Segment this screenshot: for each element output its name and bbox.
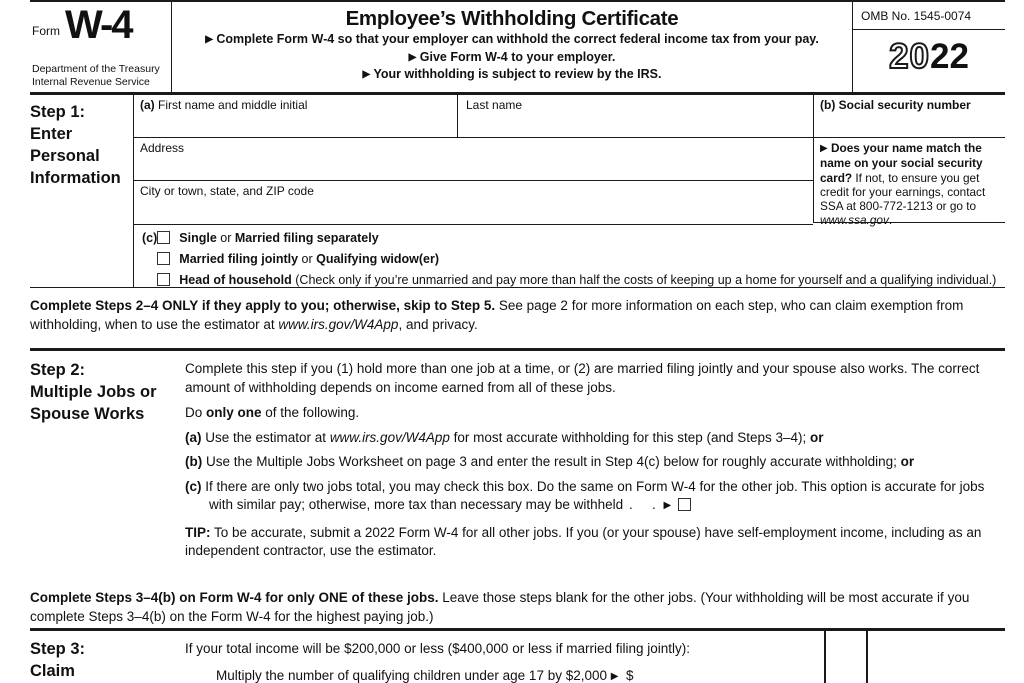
step2-label xyxy=(30,351,185,583)
married-jointly-checkbox[interactable] xyxy=(157,252,170,265)
form-year xyxy=(853,39,1005,75)
step2-paragraph-1: Complete this step if you (1) hold more than one job at a time, or (2) are married filing jointly and your spouse also works. The correct amount of withholding depends on income earned from all of these jobs. xyxy=(185,361,980,395)
option-mid: or xyxy=(298,252,317,266)
item-b-marker: (b) xyxy=(185,454,203,469)
field-a-marker: (a) xyxy=(140,98,155,112)
agency-line-1: Department of the Treasury xyxy=(32,63,160,75)
single-checkbox[interactable] xyxy=(157,231,170,244)
form-content xyxy=(30,0,1005,683)
form-header xyxy=(30,0,1005,95)
w4app-link[interactable]: www.irs.gov/W4App xyxy=(278,316,399,332)
tip-bold: TIP: xyxy=(185,524,211,540)
item-a-post: for most accurate withholding for this step (and Steps 3–4); xyxy=(449,429,811,445)
first-name-field[interactable] xyxy=(134,95,458,137)
step2-item-c xyxy=(185,478,1005,516)
item-c-text: If there are only two jobs total, you may check this box. Do the same on Form W-4 for the other job. This option is accurate for jobs with similar pay; otherwise, more tax than necessary may be withheld xyxy=(201,478,985,512)
step2-name: Multiple Jobs or Spouse Works xyxy=(30,383,157,423)
notice2-rest: Leave those steps blank for the other jobs. (Your withholding will be most accurate if you complete Steps 3–4(b) on the Form W-4 for the highest paying job.) xyxy=(30,590,970,624)
step2-title: Step 2: xyxy=(30,361,86,379)
notice2-bold: Complete Steps 3–4(b) on Form W-4 for only ONE of these jobs. xyxy=(30,590,439,605)
option-bold-1: Single xyxy=(179,231,217,245)
option-bold-1: Married filing jointly xyxy=(179,252,299,266)
form-number: W-4 xyxy=(65,3,132,47)
step1-title: Step 1: xyxy=(30,103,86,121)
ssn-note-bold: Does your name match the name on your social security card? xyxy=(820,141,983,185)
ssn-note-end: . xyxy=(888,213,893,228)
last-name-field[interactable] xyxy=(458,95,813,137)
step3-amount-box-divider xyxy=(866,631,868,683)
step2-content xyxy=(185,351,1005,583)
step3-line-number-box-divider xyxy=(824,631,826,683)
item-a-or: or xyxy=(810,429,824,445)
item-a-pre: Use the estimator at xyxy=(201,429,330,445)
city-state-zip-field[interactable] xyxy=(134,181,813,225)
address-label: Address xyxy=(140,141,185,155)
dot-leaders: . . xyxy=(623,497,664,512)
ssn-field[interactable] xyxy=(813,95,1005,138)
form-id-block xyxy=(30,2,172,92)
item-b-or: or xyxy=(900,454,915,469)
step2-tip xyxy=(185,524,1005,561)
step3-name: Claim xyxy=(30,662,75,680)
agency-block xyxy=(32,63,167,90)
arrow-right-icon: ▶ xyxy=(408,51,417,63)
form-instruction-3 xyxy=(172,66,852,84)
field-c-marker: (c) xyxy=(142,231,158,245)
option-bold-2: Qualifying widow(er) xyxy=(316,252,440,266)
option-rest: (Check only if you’re unmarried and pay more than half the costs of keeping up a home for yourself and a qualifying individual.) xyxy=(291,273,997,287)
step2-paragraph-2 xyxy=(185,404,1005,423)
item-a-marker: (a) xyxy=(185,429,202,445)
form-number-line xyxy=(32,3,167,47)
two-jobs-checkbox[interactable] xyxy=(678,498,691,511)
step3-content xyxy=(185,631,1005,683)
step3-line2-text: Multiply the number of qualifying children under age 17 by $2,000 xyxy=(216,668,607,683)
w4app-link[interactable]: www.irs.gov/W4App xyxy=(329,429,450,445)
ssa-link[interactable]: www.ssa.gov xyxy=(820,213,889,228)
dollar-sign: $ xyxy=(625,668,634,683)
year-outline-digits: 20 xyxy=(889,37,930,76)
option-mid: or xyxy=(216,231,235,245)
p2-bold: only one xyxy=(206,405,262,420)
form-word-label: Form xyxy=(32,24,60,38)
option-bold-2: Married filing separately xyxy=(234,231,379,245)
notice1-rest1: See page 2 for more information on each step, who can claim exemption from withholding, when to use the estimator at xyxy=(30,298,964,332)
arrow-right-icon: ▶ xyxy=(820,143,828,154)
form-title: Employee’s Withholding Certificate xyxy=(345,7,679,30)
steps-3-4b-notice xyxy=(30,583,1005,631)
instruction-1-text: Complete Form W-4 so that your employer can withhold the correct federal income tax from your pay. xyxy=(216,32,819,46)
item-c-marker: (c) xyxy=(185,478,202,494)
ssn-note xyxy=(813,138,1005,228)
first-name-label: First name and middle initial xyxy=(158,98,308,112)
tip-rest: To be accurate, submit a 2022 Form W-4 for all other jobs. If you (or your spouse) have self-employment income, including as an independent contractor, use the estimator. xyxy=(185,524,982,558)
city-label: City or town, state, and ZIP code xyxy=(140,184,314,198)
notice1-rest2: , and privacy. xyxy=(398,316,478,332)
step3-line-1: If your total income will be $200,000 or less ($400,000 or less if married filing jointly): xyxy=(185,641,690,656)
name-fields-row xyxy=(134,95,813,138)
step2-section xyxy=(30,351,1005,583)
form-title-block xyxy=(172,2,853,92)
p2-pre: Do xyxy=(185,405,207,420)
form-instruction-1 xyxy=(172,31,852,49)
step3-line-2 xyxy=(216,667,1005,683)
instruction-2-text: Give Form W-4 to your employer. xyxy=(419,49,616,64)
step3-title: Step 3: xyxy=(30,640,86,658)
option-bold-1: Head of household xyxy=(179,273,292,287)
steps-2-4-notice xyxy=(30,288,1005,351)
ssn-label: Social security number xyxy=(838,98,971,112)
head-of-household-checkbox[interactable] xyxy=(157,273,170,286)
form-instruction-2 xyxy=(172,49,852,67)
step3-section xyxy=(30,631,1005,683)
step3-label xyxy=(30,631,185,683)
instruction-3-text: Your withholding is subject to review by the IRS. xyxy=(373,67,662,81)
ssn-note-rest: If not, to ensure you get credit for your earnings, contact SSA at 800-772-1213 or go to xyxy=(820,170,986,214)
address-field[interactable] xyxy=(134,138,813,181)
year-bold-digits: 22 xyxy=(930,37,969,76)
last-name-label: Last name xyxy=(466,98,523,112)
omb-number: OMB No. 1545-0074 xyxy=(853,2,1005,30)
item-b-text: Use the Multiple Jobs Worksheet on page 3 and enter the result in Step 4(c) below for roughly accurate withholding; xyxy=(202,454,901,469)
filing-status-row xyxy=(134,225,997,287)
step1-name: Enter Personal Information xyxy=(30,125,121,187)
field-b-marker: (b) xyxy=(820,98,836,112)
step2-item-a xyxy=(185,429,1005,448)
step2-item-b xyxy=(185,453,1005,472)
step1-section xyxy=(30,95,1005,288)
omb-year-block xyxy=(853,2,1005,92)
step1-label xyxy=(30,95,133,287)
arrow-right-icon: ▶ xyxy=(362,69,371,80)
arrow-right-icon: ▶ xyxy=(610,671,619,682)
arrow-right-icon: ▶ xyxy=(663,500,672,511)
step1-right-column xyxy=(813,95,1005,287)
agency-line-2: Internal Revenue Service xyxy=(32,75,150,88)
p2-post: of the following. xyxy=(261,405,360,420)
arrow-right-icon: ▶ xyxy=(205,34,213,45)
notice1-bold: Complete Steps 2–4 ONLY if they apply to you; otherwise, skip to Step 5. xyxy=(30,298,496,313)
